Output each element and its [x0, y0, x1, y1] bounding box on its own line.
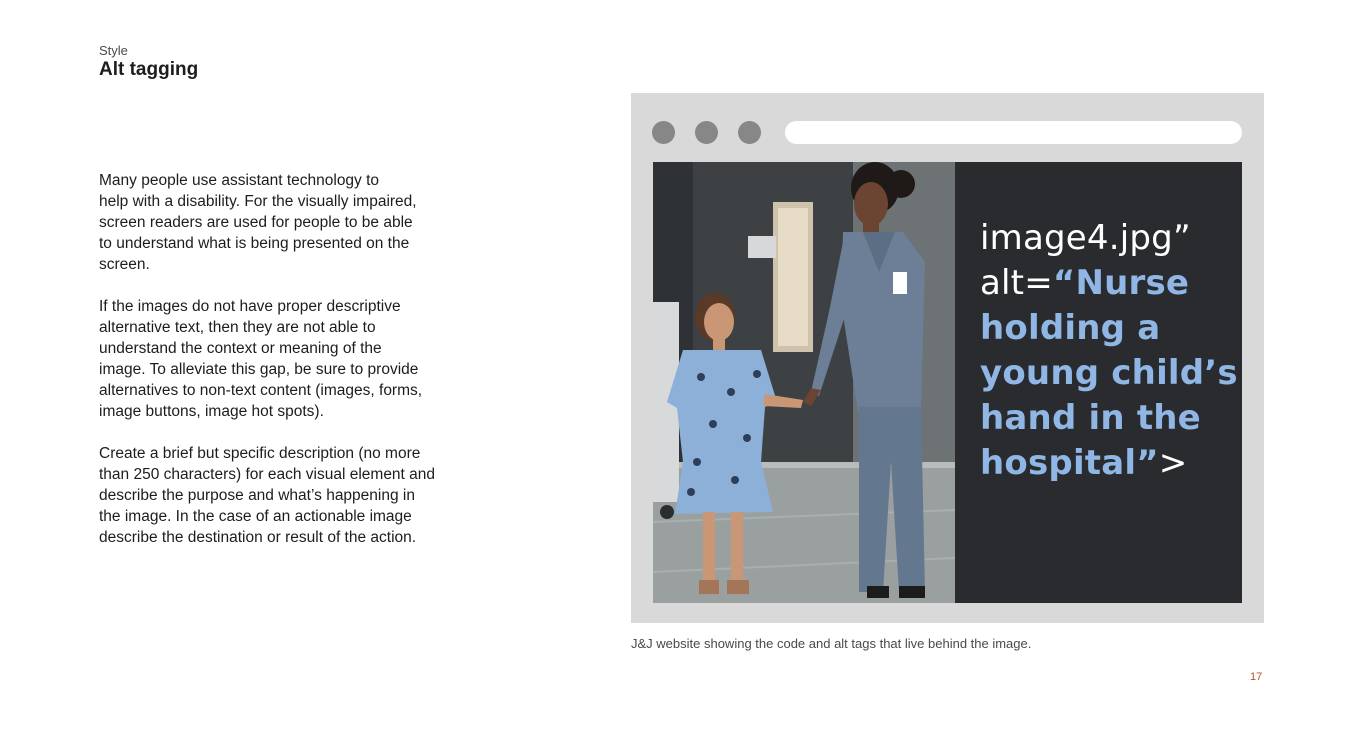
page-title: Alt tagging: [99, 59, 199, 80]
paragraph-guidance: Create a brief but specific description (no more than 250 characters) for each visual element and describe the purpose and what’s happening in the image. In the case of an actionable image describe the destination or result of the action.: [99, 445, 436, 546]
browser-mockup: [631, 93, 1264, 623]
body-copy: [99, 170, 479, 569]
figure-caption: J&J website showing the code and alt tags that live behind the image.: [631, 636, 1032, 651]
window-dot-icon: [695, 121, 718, 144]
code-suffix: >: [1158, 443, 1188, 483]
address-bar: [785, 121, 1242, 144]
window-dot-icon: [652, 121, 675, 144]
code-panel: [955, 162, 1242, 603]
paragraph-problem: If the images do not have proper descriptive alternative text, then they are not able to understand the context or meaning of the image. To alleviate this gap, be sure to provide alternatives to non-text content (images, forms, image buttons, image hot spots).: [99, 298, 423, 420]
alt-code-sample: [980, 216, 1242, 486]
alt-text-value: “Nurse holding a young child’s hand in the hospital”: [980, 263, 1238, 483]
page-number: 17: [1250, 671, 1263, 683]
section-eyebrow: Style: [99, 43, 128, 58]
window-dot-icon: [738, 121, 761, 144]
nurse-child-photo: [653, 162, 955, 603]
paragraph-intro: Many people use assistant technology to help with a disability. For the visually impaired, screen readers are used for people to be able to understand what is being presented on the screen.: [99, 172, 417, 273]
code-prefix: image4.jpg” alt=: [980, 218, 1191, 303]
